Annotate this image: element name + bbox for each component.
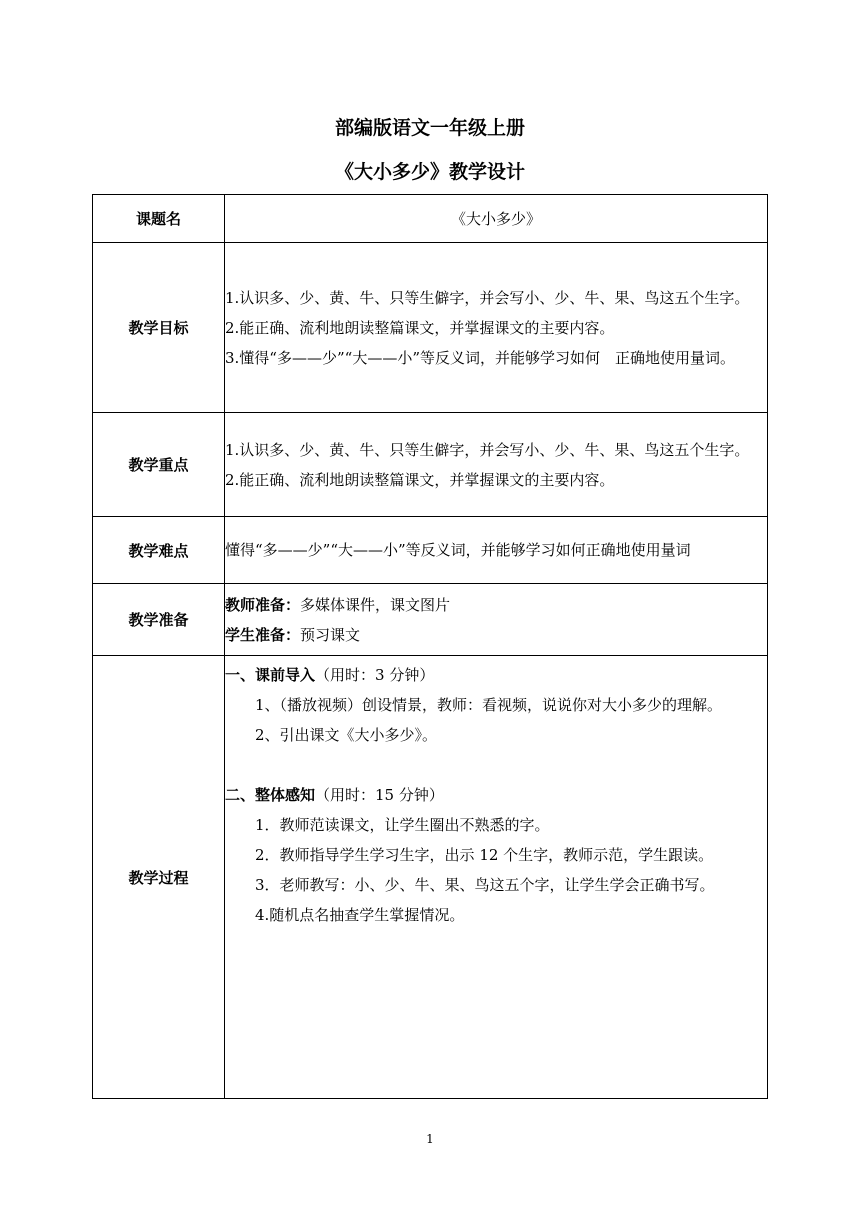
teacher-preparation-label: 教师准备：: [225, 595, 301, 614]
student-preparation-text: 预习课文: [300, 625, 361, 644]
student-preparation-label: 学生准备：: [225, 625, 301, 644]
lesson-plan-table: [92, 194, 768, 1099]
row-key-points: [93, 413, 768, 517]
objective-item: 2.能正确、流利地朗读整篇课文，并掌握课文的主要内容。: [225, 318, 615, 337]
document-title: 部编版语文一年级上册: [334, 117, 525, 139]
process-step: 1．教师范读课文，让学生圈出不熟悉的字。: [255, 816, 550, 834]
student-preparation: [225, 620, 767, 650]
row-objectives: [93, 243, 768, 413]
row-process: [93, 656, 768, 1099]
preparation-label: 教学准备: [93, 584, 225, 656]
process-step: 4.随机点名抽查学生掌握情况。: [255, 906, 465, 924]
process-step: 3．老师教写：小、少、牛、果、鸟这五个字，让学生学会正确书写。: [255, 876, 715, 894]
row-topic: [93, 195, 768, 243]
process-step: 2．教师指导学生学习生字，出示 12 个生字，教师示范，学生跟读。: [255, 846, 714, 864]
section1-heading: [225, 660, 767, 690]
key-points-label: 教学重点: [93, 413, 225, 517]
process-label: 教学过程: [93, 656, 225, 1099]
key-point-item: 2.能正确、流利地朗读整篇课文，并掌握课文的主要内容。: [225, 470, 615, 489]
teacher-preparation: [225, 590, 767, 620]
topic-label: 课题名: [93, 195, 225, 243]
teacher-preparation-text: 多媒体课件，课文图片: [300, 595, 451, 614]
process-content: [225, 656, 768, 1099]
difficulties-content: 懂得“多——少”“大——小”等反义词，并能够学习如何正确地使用量词: [225, 517, 768, 584]
difficulties-label: 教学难点: [93, 517, 225, 584]
objectives-content: [225, 243, 768, 413]
preparation-content: [225, 584, 768, 656]
objective-item: 1.认识多、少、黄、牛、只等生僻字，并会写小、少、牛、果、鸟这五个生字。: [225, 288, 750, 307]
objective-item: 3.懂得“多——少”“大——小”等反义词，并能够学习如何 正确地使用量词。: [225, 348, 735, 367]
section2-title: 二、整体感知: [225, 786, 316, 804]
section1-time: （用时：3 分钟）: [315, 666, 435, 684]
key-point-item: 1.认识多、少、黄、牛、只等生僻字，并会写小、少、牛、果、鸟这五个生字。: [225, 440, 750, 459]
process-step: 2、引出课文《大小多少》。: [255, 726, 438, 744]
section2-time: （用时：15 分钟）: [315, 786, 444, 804]
section1-title: 一、课前导入: [225, 666, 316, 684]
row-preparation: [93, 584, 768, 656]
process-step: 1、（播放视频）创设情景，教师：看视频，说说你对大小多少的理解。: [255, 696, 723, 714]
row-difficulties: [93, 517, 768, 584]
blank-line: [225, 750, 767, 780]
objectives-label: 教学目标: [93, 243, 225, 413]
topic-value: 《大小多少》: [225, 195, 768, 243]
key-points-content: [225, 413, 768, 517]
document-subtitle: 《大小多少》教学设计: [334, 161, 525, 183]
page-number: 1: [426, 1132, 434, 1146]
section2-heading: [225, 780, 767, 810]
